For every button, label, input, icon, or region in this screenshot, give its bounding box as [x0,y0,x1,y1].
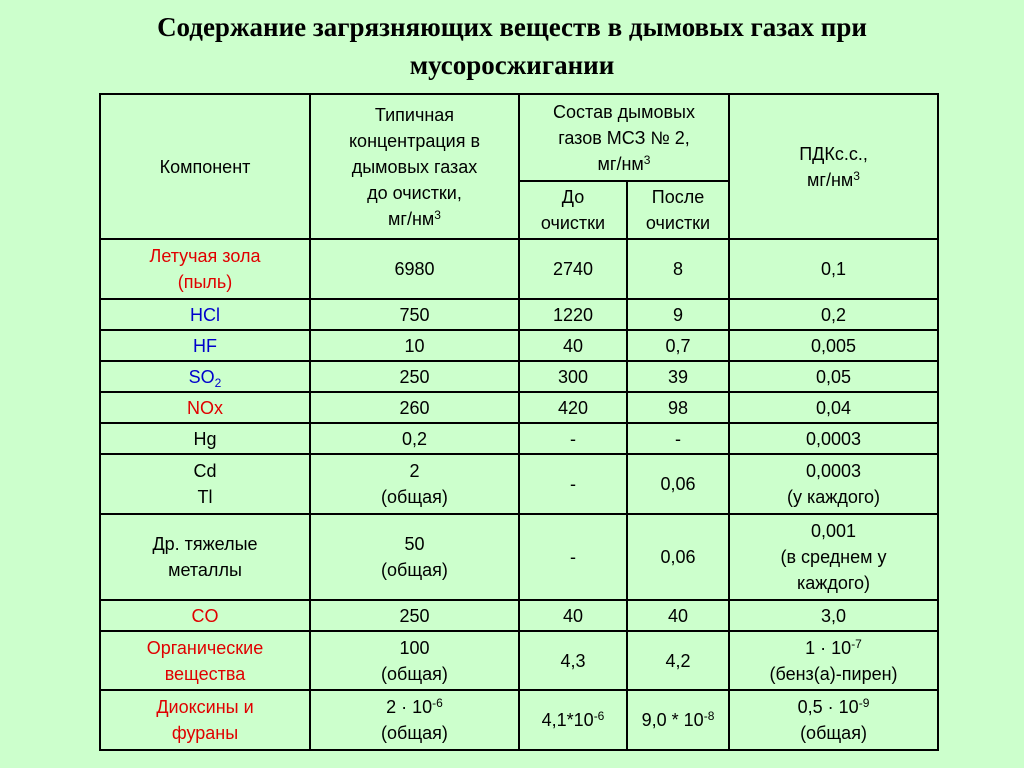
table-row [100,239,938,299]
before-cell: 40 [519,600,627,631]
component-cell: Органические вещества [100,631,310,690]
before-cell: - [519,514,627,600]
table-row [100,423,938,454]
pdk-cell: 0,2 [729,299,938,330]
component-cell: CO [100,600,310,631]
table-row [100,361,938,392]
after-cell: 4,2 [627,631,729,690]
component-cell: Др. тяжелые металлы [100,514,310,600]
typical-cell: 750 [310,299,519,330]
before-cell: - [519,454,627,514]
after-cell: $9,0 * 10^{-8}$ [627,690,729,750]
header-row-1 [100,94,938,181]
table-row [100,299,938,330]
pdk-cell: 0,005 [729,330,938,361]
before-cell: $4,1*10^{-6}$ [519,690,627,750]
component-cell: $SO_2$ [100,361,310,392]
title-line-1: Содержание загрязняющих веществ в дымовых газах при [157,12,867,42]
table-row [100,514,938,600]
typical-cell: 2 (общая) [310,454,519,514]
component-cell: HF [100,330,310,361]
typical-cell: 250 [310,600,519,631]
pdk-cell: 0,0003 (у каждого) [729,454,938,514]
typical-cell: 260 [310,392,519,423]
table-row [100,454,938,514]
pdk-cell: 3,0 [729,600,938,631]
header-after-cleaning: После очистки [627,181,729,239]
typical-cell: 250 [310,361,519,392]
component-cell: HCl [100,299,310,330]
table-row [100,600,938,631]
pollutants-table [99,93,939,751]
component-cell: Hg [100,423,310,454]
before-cell: 2740 [519,239,627,299]
before-cell: 1220 [519,299,627,330]
after-cell: 98 [627,392,729,423]
typical-cell: 50 (общая) [310,514,519,600]
pdk-cell: 0,1 [729,239,938,299]
pdk-cell: 0,04 [729,392,938,423]
typical-cell: 6980 [310,239,519,299]
header-component: Компонент [100,94,310,239]
after-cell: 0,06 [627,454,729,514]
header-flue-gas-composition: Состав дымовых газов МСЗ № 2, $мг/нм^3$ [519,94,729,181]
table-row [100,392,938,423]
after-cell: 39 [627,361,729,392]
after-cell: 9 [627,299,729,330]
after-cell: 0,06 [627,514,729,600]
pdk-cell: $0,5 \cdot 10^{-9}$ (общая) [729,690,938,750]
table-row [100,631,938,690]
typical-cell: 0,2 [310,423,519,454]
component-cell: Cd Tl [100,454,310,514]
header-typical-concentration: Типичная концентрация в дымовых газах до очистки, $мг/нм^3$ [310,94,519,239]
table-row [100,690,938,750]
pdk-cell: 0,0003 [729,423,938,454]
component-cell: Диоксины и фураны [100,690,310,750]
pdk-cell: 0,001 (в среднем у каждого) [729,514,938,600]
table-row [100,330,938,361]
before-cell: 420 [519,392,627,423]
before-cell: 40 [519,330,627,361]
header-before-cleaning: До очистки [519,181,627,239]
typical-cell: 10 [310,330,519,361]
before-cell: - [519,423,627,454]
pdk-cell: 0,05 [729,361,938,392]
page-title [0,8,1024,84]
after-cell: - [627,423,729,454]
before-cell: 300 [519,361,627,392]
after-cell: 8 [627,239,729,299]
pdk-cell: $1 \cdot 10^{-7}$ (бенз(а)-пирен) [729,631,938,690]
component-cell: NOx [100,392,310,423]
before-cell: 4,3 [519,631,627,690]
typical-cell: 100 (общая) [310,631,519,690]
after-cell: 0,7 [627,330,729,361]
typical-cell: $2 \cdot 10^{-6}$ (общая) [310,690,519,750]
component-cell: Летучая зола (пыль) [100,239,310,299]
after-cell: 40 [627,600,729,631]
title-line-2: мусоросжигании [409,50,615,80]
header-pdk: ПДКс.с., $мг/нм^3$ [729,94,938,239]
